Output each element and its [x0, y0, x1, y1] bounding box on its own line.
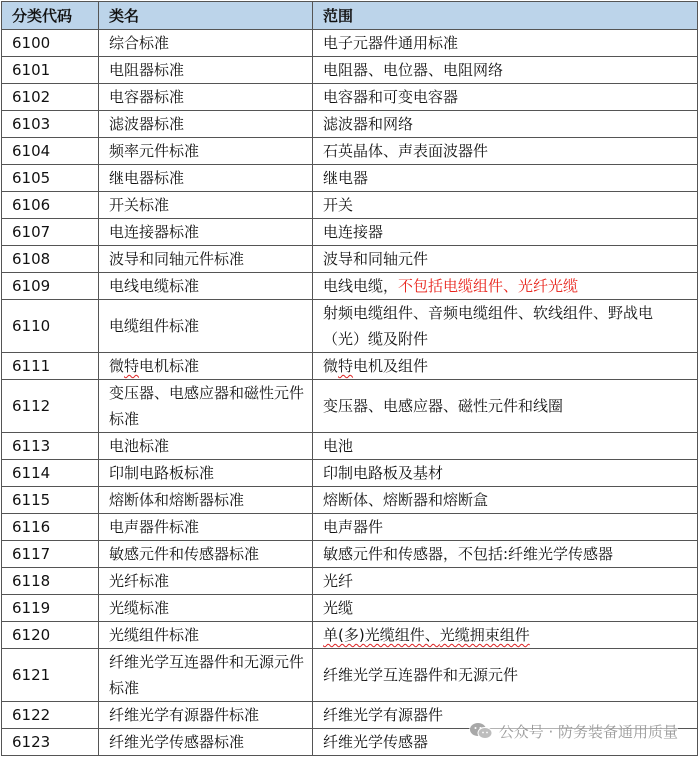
name-cell: 变压器、电感应器和磁性元件标准	[99, 380, 313, 433]
scope-cell: 射频电缆组件、音频电缆组件、软线组件、野战电（光）缆及附件	[313, 300, 698, 353]
code-cell: 6121	[2, 649, 99, 702]
code-cell: 6102	[2, 84, 99, 111]
code-cell: 6105	[2, 165, 99, 192]
spellcheck-mark: 特	[338, 357, 354, 375]
name-cell: 波导和同轴元件标准	[99, 246, 313, 273]
code-cell: 6111	[2, 353, 99, 380]
scope-cell: 敏感元件和传感器，不包括:纤维光学传感器	[313, 541, 698, 568]
code-cell: 6112	[2, 380, 99, 433]
code-cell: 6110	[2, 300, 99, 353]
header-scope: 范围	[313, 2, 698, 30]
scope-cell	[313, 622, 698, 649]
scope-cell: 纤维光学传感器	[313, 729, 698, 756]
code-cell: 6123	[2, 729, 99, 756]
table-row	[2, 138, 698, 165]
name-part: 微	[109, 357, 125, 375]
code-cell: 6115	[2, 487, 99, 514]
table-row	[2, 622, 698, 649]
name-cell: 继电器标准	[99, 165, 313, 192]
name-cell: 电缆组件标准	[99, 300, 313, 353]
table-row	[2, 300, 698, 353]
scope-cell: 波导和同轴元件	[313, 246, 698, 273]
spellcheck-mark: 光缆拥束组件	[439, 626, 530, 644]
table-row	[2, 30, 698, 57]
table-row	[2, 353, 698, 380]
spellcheck-mark: 单(多)光缆组件、	[323, 626, 440, 644]
name-cell: 电连接器标准	[99, 219, 313, 246]
name-cell: 印制电路板标准	[99, 460, 313, 487]
code-cell: 6103	[2, 111, 99, 138]
table-row	[2, 460, 698, 487]
code-cell: 6122	[2, 702, 99, 729]
table-row	[2, 433, 698, 460]
code-cell: 6119	[2, 595, 99, 622]
header-name: 类名	[99, 2, 313, 30]
name-cell: 纤维光学有源器件标准	[99, 702, 313, 729]
code-cell: 6108	[2, 246, 99, 273]
code-cell: 6118	[2, 568, 99, 595]
code-cell: 6106	[2, 192, 99, 219]
name-cell	[99, 353, 313, 380]
name-cell: 综合标准	[99, 30, 313, 57]
table-row	[2, 595, 698, 622]
table-row	[2, 192, 698, 219]
table-row	[2, 84, 698, 111]
wechat-icon	[469, 722, 493, 740]
table-row	[2, 111, 698, 138]
name-cell: 敏感元件和传感器标准	[99, 541, 313, 568]
code-cell: 6109	[2, 273, 99, 300]
code-cell: 6113	[2, 433, 99, 460]
table-row	[2, 246, 698, 273]
scope-cell: 电连接器	[313, 219, 698, 246]
scope-cell: 熔断体、熔断器和熔断盒	[313, 487, 698, 514]
scope-part: 电机及组件	[353, 357, 429, 375]
watermark	[469, 719, 678, 743]
scope-cell: 光纤	[313, 568, 698, 595]
code-cell: 6116	[2, 514, 99, 541]
table-row	[2, 273, 698, 300]
standards-table	[1, 1, 698, 756]
scope-part: 微	[323, 357, 339, 375]
scope-cell: 电子元器件通用标准	[313, 30, 698, 57]
scope-cell: 变压器、电感应器、磁性元件和线圈	[313, 380, 698, 433]
table-row	[2, 568, 698, 595]
table-row	[2, 541, 698, 568]
code-cell: 6117	[2, 541, 99, 568]
name-cell: 电线电缆标准	[99, 273, 313, 300]
table-row	[2, 380, 698, 433]
name-cell: 纤维光学传感器标准	[99, 729, 313, 756]
table-row	[2, 219, 698, 246]
scope-cell: 纤维光学互连器件和无源元件	[313, 649, 698, 702]
table-row	[2, 487, 698, 514]
scope-cell	[313, 273, 698, 300]
spellcheck-mark: 特	[124, 357, 140, 375]
name-cell: 电阻器标准	[99, 57, 313, 84]
code-cell: 6101	[2, 57, 99, 84]
name-cell: 电声器件标准	[99, 514, 313, 541]
scope-cell: 继电器	[313, 165, 698, 192]
name-cell: 光纤标准	[99, 568, 313, 595]
code-cell: 6114	[2, 460, 99, 487]
name-cell: 频率元件标准	[99, 138, 313, 165]
name-cell: 滤波器标准	[99, 111, 313, 138]
header-code: 分类代码	[2, 2, 99, 30]
scope-cell: 电声器件	[313, 514, 698, 541]
code-cell: 6104	[2, 138, 99, 165]
table-row	[2, 57, 698, 84]
scope-cell: 开关	[313, 192, 698, 219]
scope-text: 电线电缆，	[323, 277, 399, 295]
name-cell: 光缆标准	[99, 595, 313, 622]
name-cell: 开关标准	[99, 192, 313, 219]
header-row	[2, 2, 698, 30]
scope-cell: 印制电路板及基材	[313, 460, 698, 487]
scope-cell: 电阻器、电位器、电阻网络	[313, 57, 698, 84]
watermark-text: 公众号 · 防务装备通用质量	[498, 722, 678, 741]
scope-cell: 石英晶体、声表面波器件	[313, 138, 698, 165]
name-part: 电机标准	[139, 357, 200, 375]
name-cell: 熔断体和熔断器标准	[99, 487, 313, 514]
table-row	[2, 649, 698, 702]
scope-cell: 电容器和可变电容器	[313, 84, 698, 111]
table-row	[2, 165, 698, 192]
scope-cell	[313, 353, 698, 380]
code-cell: 6107	[2, 219, 99, 246]
scope-cell: 纤维光学有源器件	[313, 702, 698, 729]
code-cell: 6120	[2, 622, 99, 649]
table-row	[2, 514, 698, 541]
name-cell: 纤维光学互连器件和无源元件标准	[99, 649, 313, 702]
code-cell: 6100	[2, 30, 99, 57]
name-cell: 电容器标准	[99, 84, 313, 111]
scope-cell: 滤波器和网络	[313, 111, 698, 138]
name-cell: 电池标准	[99, 433, 313, 460]
scope-cell: 电池	[313, 433, 698, 460]
name-cell: 光缆组件标准	[99, 622, 313, 649]
scope-cell: 光缆	[313, 595, 698, 622]
exclusion-note: 不包括电缆组件、光纤光缆	[398, 277, 579, 295]
